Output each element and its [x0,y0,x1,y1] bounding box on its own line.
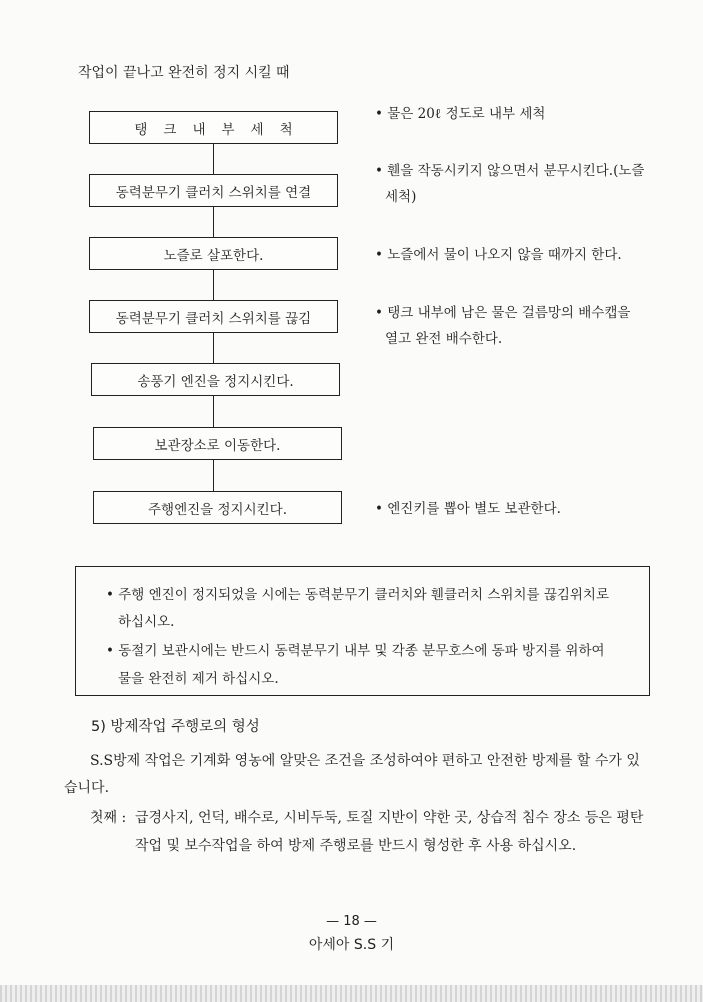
side-note-spray: • 휀을 작동시키지 않으면서 분무시킨다.(노즐 세척) [375,163,645,205]
caution-line: 물을 완전히 제거 하십시오. [118,671,279,687]
caution-line: 하십시오. [118,614,175,630]
flow-connector [213,460,214,491]
flow-step-engine-stop: 주행엔진을 정지시킨다. [93,491,342,524]
flow-connector [213,270,214,300]
footer-brand: 아세아 S.S 기 [308,937,395,953]
side-note-wash: • 물은 20ℓ 정도로 내부 세척 [375,106,546,122]
scan-edge-artifact [0,985,703,1002]
flow-step-nozzle-spray: 노즐로 살포한다. [89,237,338,270]
flow-step-tank-wash: 탱크내부세척 [89,111,338,144]
section-paragraph-line: S.S방제 작업은 기계화 영농에 알맞은 조건을 조성하여야 편하고 안전한 방제를 할 수가 있 [90,753,640,769]
side-note-drain: • 탱크 내부에 남은 물은 걸름망의 배수캡을 열고 완전 배수한다. [375,305,631,347]
flow-connector [213,396,214,427]
flow-step-clutch-connect: 동력분무기 클러치 스위치를 연결 [89,174,338,207]
flow-connector [213,207,214,237]
page-number: — 18 — [326,914,377,929]
flow-connector [213,333,214,363]
flow-connector [213,144,214,174]
flow-step-clutch-disconnect: 동력분무기 클러치 스위치를 끊김 [89,300,338,333]
section-paragraph-line: 습니다. [64,780,110,796]
item-label: 첫째 : [90,810,127,826]
page-heading: 작업이 끝나고 완전히 정지 시킬 때 [78,65,290,81]
caution-line: • 주행 엔진이 정지되었을 시에는 동력분무기 클러치와 휀클러치 스위치를 끊김위치로 [106,587,610,603]
flow-step-blower-stop: 송풍기 엔진을 정지시킨다. [91,363,340,396]
item-line: 급경사지, 언덕, 배수로, 시비두둑, 토질 지반이 약한 곳, 상습적 침수 장소 등은 평탄 [135,810,644,826]
caution-line: • 동절기 보관시에는 반드시 동력분무기 내부 및 각종 분무호스에 동파 방지를 위하여 [106,643,605,659]
side-note-nozzle: • 노즐에서 물이 나오지 않을 때까지 한다. [375,247,622,263]
side-note-engine-key: • 엔진키를 뽑아 별도 보관한다. [375,501,561,517]
section-title: 5) 방제작업 주행로의 형성 [91,719,260,735]
item-line: 작업 및 보수작업을 하여 방제 주행로를 반드시 형성한 후 사용 하십시오. [135,838,577,854]
caution-box [75,566,650,696]
flow-step-move-to-storage: 보관장소로 이동한다. [93,427,342,460]
